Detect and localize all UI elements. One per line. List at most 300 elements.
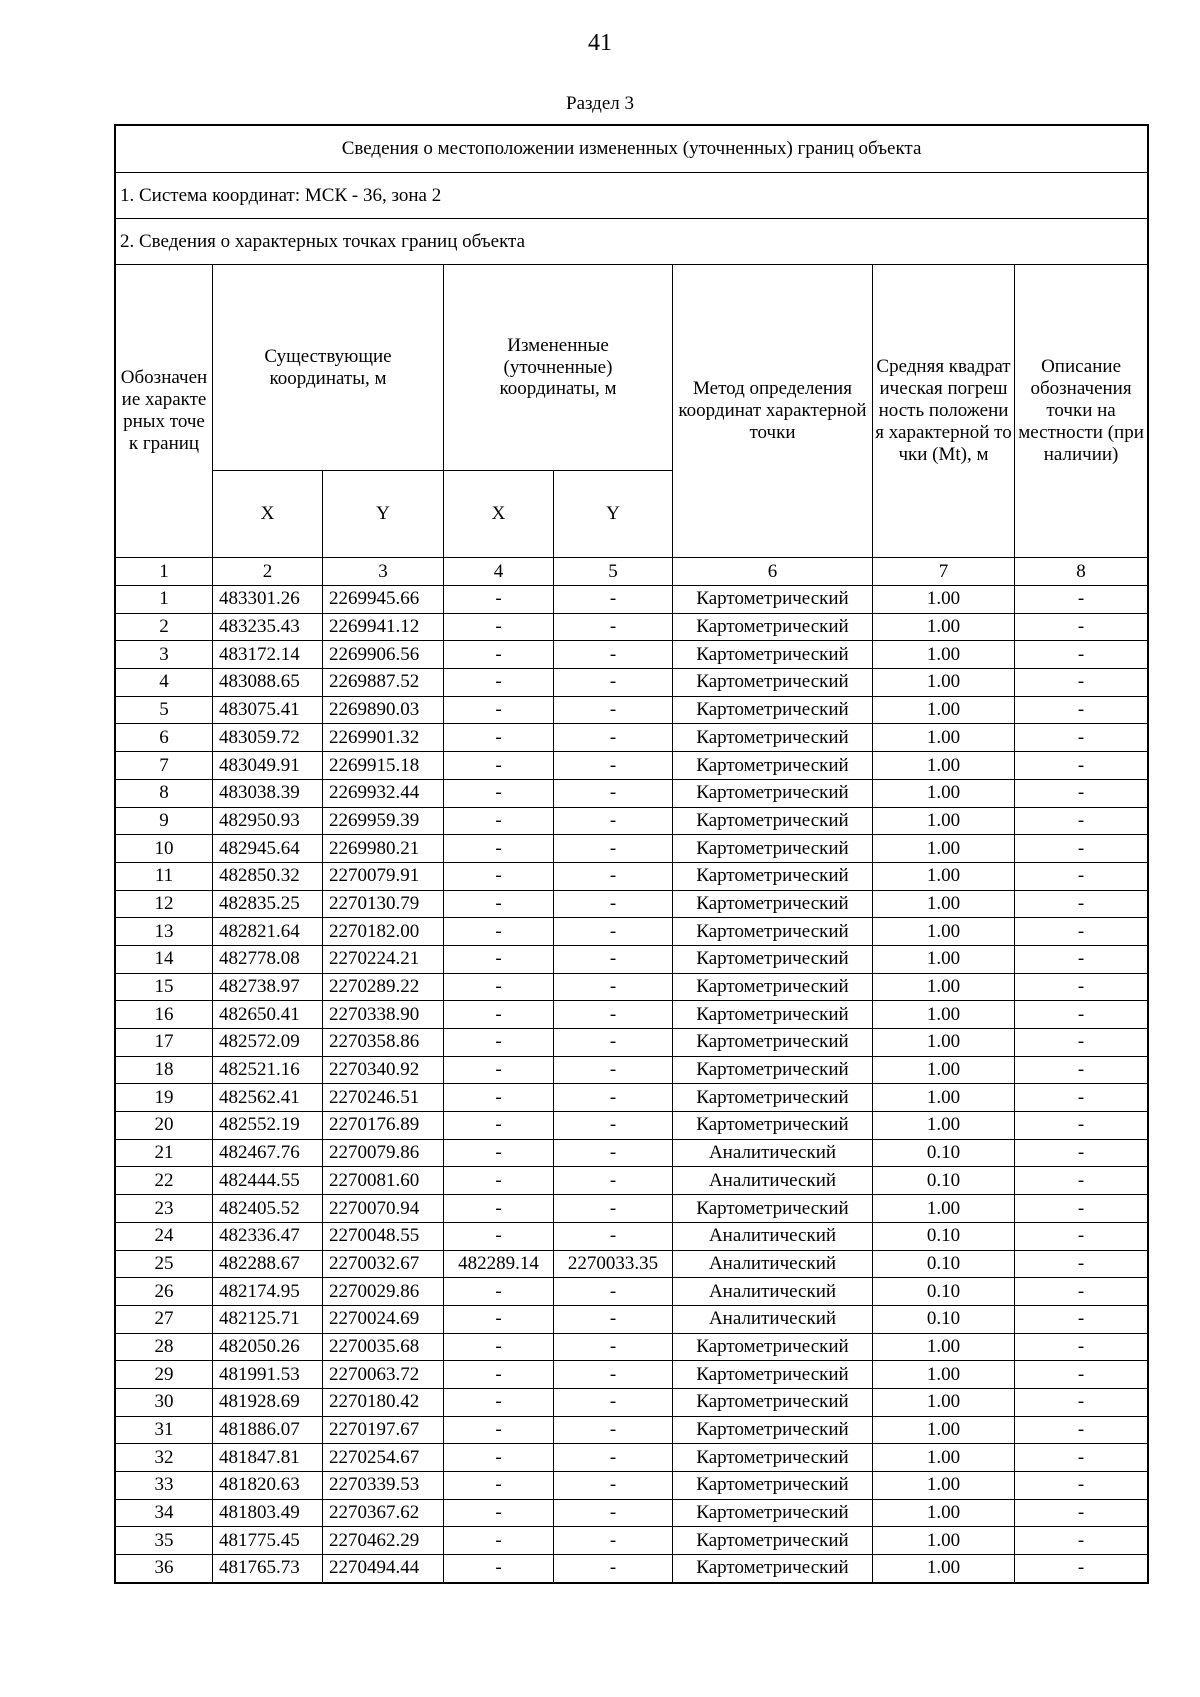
table-row [116,1472,1148,1500]
existing-x-cell: 483235.43 [213,613,323,641]
point-id-cell: 30 [116,1388,213,1416]
method-cell: Аналитический [673,1139,873,1167]
table-row [116,586,1148,614]
existing-x-cell: 483088.65 [213,669,323,697]
changed-x-cell: - [444,613,554,641]
accuracy-cell: 0.10 [873,1250,1015,1278]
point-id-cell: 34 [116,1499,213,1527]
column-number: 6 [673,558,873,586]
accuracy-cell: 1.00 [873,1333,1015,1361]
method-cell: Картометрический [673,724,873,752]
point-id-cell: 16 [116,1001,213,1029]
table-row [116,1361,1148,1389]
accuracy-cell: 1.00 [873,613,1015,641]
accuracy-cell: 1.00 [873,1527,1015,1555]
existing-x-cell: 483172.14 [213,641,323,669]
method-cell: Картометрический [673,835,873,863]
changed-y-cell: - [554,724,673,752]
point-id-cell: 36 [116,1555,213,1583]
changed-y-cell: - [554,973,673,1001]
header-method: Метод определения координат характерной точки [673,265,873,558]
changed-y-cell: - [554,1222,673,1250]
existing-y-cell: 2269945.66 [323,586,444,614]
changed-x-cell: - [444,586,554,614]
description-cell: - [1015,724,1148,752]
changed-x-cell: - [444,1333,554,1361]
accuracy-cell: 1.00 [873,1195,1015,1223]
table-row [116,1056,1148,1084]
table-row [116,918,1148,946]
point-id-cell: 27 [116,1305,213,1333]
changed-y-cell: - [554,1333,673,1361]
changed-y-cell: - [554,669,673,697]
changed-x-cell: - [444,862,554,890]
point-id-cell: 11 [116,862,213,890]
table-row [116,1195,1148,1223]
description-cell: - [1015,862,1148,890]
changed-x-cell: - [444,1361,554,1389]
point-id-cell: 31 [116,1416,213,1444]
existing-x-cell: 482650.41 [213,1001,323,1029]
existing-x-cell: 482467.76 [213,1139,323,1167]
accuracy-cell: 1.00 [873,1001,1015,1029]
table-row [116,1084,1148,1112]
accuracy-cell: 1.00 [873,1056,1015,1084]
points-heading: 2. Сведения о характерных точках границ объекта [116,219,1148,265]
header-existing-coords: Существующие координаты, м [213,265,444,471]
accuracy-cell: 1.00 [873,973,1015,1001]
existing-x-cell: 482405.52 [213,1195,323,1223]
changed-x-cell: - [444,669,554,697]
table-row [116,1416,1148,1444]
method-cell: Картометрический [673,1472,873,1500]
method-cell: Картометрический [673,696,873,724]
point-id-cell: 35 [116,1527,213,1555]
description-cell: - [1015,641,1148,669]
method-cell: Картометрический [673,1112,873,1140]
coordinates-table [115,125,1148,1583]
description-cell: - [1015,669,1148,697]
existing-y-cell: 2270494.44 [323,1555,444,1583]
description-cell: - [1015,1416,1148,1444]
accuracy-cell: 0.10 [873,1222,1015,1250]
description-cell: - [1015,1029,1148,1057]
changed-x-cell: - [444,1416,554,1444]
accuracy-cell: 1.00 [873,1499,1015,1527]
changed-x-cell: - [444,1195,554,1223]
method-cell: Картометрический [673,1555,873,1583]
description-cell: - [1015,613,1148,641]
changed-y-cell: - [554,862,673,890]
table-row [116,1444,1148,1472]
existing-y-cell: 2269887.52 [323,669,444,697]
changed-x-cell: - [444,1278,554,1306]
existing-x-cell: 482950.93 [213,807,323,835]
changed-y-cell: - [554,1472,673,1500]
changed-x-cell: - [444,1112,554,1140]
table-row [116,641,1148,669]
changed-x-cell: - [444,918,554,946]
point-id-cell: 33 [116,1472,213,1500]
accuracy-cell: 1.00 [873,1388,1015,1416]
point-id-cell: 13 [116,918,213,946]
existing-y-cell: 2270035.68 [323,1333,444,1361]
existing-x-cell: 481765.73 [213,1555,323,1583]
point-id-cell: 28 [116,1333,213,1361]
changed-x-cell: - [444,1001,554,1029]
method-cell: Картометрический [673,669,873,697]
table-title: Сведения о местоположении измененных (уточненных) границ объекта [116,126,1148,173]
changed-x-cell: - [444,1305,554,1333]
changed-y-cell: - [554,918,673,946]
changed-y-cell: - [554,1167,673,1195]
column-number: 5 [554,558,673,586]
accuracy-cell: 1.00 [873,1416,1015,1444]
method-cell: Аналитический [673,1305,873,1333]
changed-y-cell: - [554,1416,673,1444]
method-cell: Картометрический [673,1444,873,1472]
changed-y-cell: - [554,779,673,807]
description-cell: - [1015,1056,1148,1084]
description-cell: - [1015,696,1148,724]
description-cell: - [1015,1222,1148,1250]
existing-x-cell: 482821.64 [213,918,323,946]
description-cell: - [1015,1555,1148,1583]
description-cell: - [1015,1444,1148,1472]
existing-x-cell: 482945.64 [213,835,323,863]
column-number: 2 [213,558,323,586]
existing-x-cell: 482521.16 [213,1056,323,1084]
changed-y-cell: - [554,1305,673,1333]
changed-y-cell: - [554,807,673,835]
description-cell: - [1015,1084,1148,1112]
existing-y-cell: 2270340.92 [323,1056,444,1084]
method-cell: Картометрический [673,1416,873,1444]
column-number: 8 [1015,558,1148,586]
table-row [116,1222,1148,1250]
existing-y-cell: 2269890.03 [323,696,444,724]
existing-x-cell: 483075.41 [213,696,323,724]
description-cell: - [1015,752,1148,780]
column-numbers-row [116,558,1148,586]
existing-x-cell: 483038.39 [213,779,323,807]
point-id-cell: 15 [116,973,213,1001]
changed-y-cell: - [554,1388,673,1416]
method-cell: Картометрический [673,1527,873,1555]
existing-x-cell: 482050.26 [213,1333,323,1361]
changed-y-cell: - [554,613,673,641]
existing-y-cell: 2270029.86 [323,1278,444,1306]
changed-y-cell: - [554,890,673,918]
point-id-cell: 17 [116,1029,213,1057]
changed-y-cell: - [554,1555,673,1583]
table-row [116,835,1148,863]
accuracy-cell: 1.00 [873,1444,1015,1472]
accuracy-cell: 1.00 [873,1084,1015,1112]
existing-y-cell: 2269932.44 [323,779,444,807]
changed-y-cell: - [554,835,673,863]
accuracy-cell: 1.00 [873,1112,1015,1140]
existing-y-cell: 2270358.86 [323,1029,444,1057]
table-row [116,1250,1148,1278]
existing-x-cell: 483059.72 [213,724,323,752]
changed-x-cell: - [444,973,554,1001]
description-cell: - [1015,890,1148,918]
existing-y-cell: 2270070.94 [323,1195,444,1223]
existing-y-cell: 2270339.53 [323,1472,444,1500]
table-row [116,779,1148,807]
changed-y-cell: - [554,1527,673,1555]
section-label: Раздел 3 [566,93,634,114]
table-row [116,696,1148,724]
changed-y-cell: - [554,1499,673,1527]
existing-x-cell: 482835.25 [213,890,323,918]
method-cell: Картометрический [673,1001,873,1029]
existing-y-cell: 2270462.29 [323,1527,444,1555]
description-cell: - [1015,1112,1148,1140]
point-id-cell: 22 [116,1167,213,1195]
existing-x-cell: 482125.71 [213,1305,323,1333]
column-number: 4 [444,558,554,586]
changed-y-cell: - [554,945,673,973]
changed-y-cell: - [554,586,673,614]
accuracy-cell: 1.00 [873,945,1015,973]
method-cell: Картометрический [673,1333,873,1361]
table-row [116,1333,1148,1361]
table-body [116,586,1148,1583]
description-cell: - [1015,1139,1148,1167]
changed-y-cell: - [554,1139,673,1167]
existing-y-cell: 2269959.39 [323,807,444,835]
changed-y-cell: - [554,696,673,724]
description-cell: - [1015,1250,1148,1278]
method-cell: Картометрический [673,1499,873,1527]
existing-y-cell: 2269906.56 [323,641,444,669]
description-cell: - [1015,1361,1148,1389]
changed-y-cell: - [554,1361,673,1389]
coord-system-line: 1. Система координат: МСК - 36, зона 2 [116,173,1148,219]
table-row [116,862,1148,890]
description-cell: - [1015,835,1148,863]
point-id-cell: 6 [116,724,213,752]
header-accuracy: Средняя квадратическая погрешность положения характерной точки (Mt), м [873,265,1015,558]
existing-y-cell: 2270130.79 [323,890,444,918]
existing-x-cell: 482288.67 [213,1250,323,1278]
table-row [116,807,1148,835]
description-cell: - [1015,918,1148,946]
point-id-cell: 32 [116,1444,213,1472]
description-cell: - [1015,1333,1148,1361]
table-row [116,945,1148,973]
changed-x-cell: - [444,1444,554,1472]
changed-x-cell: - [444,945,554,973]
existing-y-cell: 2269941.12 [323,613,444,641]
method-cell: Картометрический [673,641,873,669]
existing-x-cell: 482738.97 [213,973,323,1001]
table-row [116,669,1148,697]
description-cell: - [1015,1167,1148,1195]
point-id-cell: 9 [116,807,213,835]
method-cell: Картометрический [673,1195,873,1223]
existing-y-cell: 2270246.51 [323,1084,444,1112]
point-id-cell: 5 [116,696,213,724]
changed-x-cell: - [444,1388,554,1416]
description-cell: - [1015,973,1148,1001]
changed-x-cell: - [444,1139,554,1167]
method-cell: Картометрический [673,1084,873,1112]
accuracy-cell: 1.00 [873,1472,1015,1500]
changed-x-cell: - [444,835,554,863]
existing-y-cell: 2270079.91 [323,862,444,890]
method-cell: Картометрический [673,1361,873,1389]
existing-y-cell: 2270367.62 [323,1499,444,1527]
table-row [116,1278,1148,1306]
description-cell: - [1015,1195,1148,1223]
table-row [116,1001,1148,1029]
table-row [116,613,1148,641]
changed-y-cell: - [554,1195,673,1223]
existing-x-cell: 481847.81 [213,1444,323,1472]
changed-x-cell: - [444,752,554,780]
point-id-cell: 25 [116,1250,213,1278]
existing-x-cell: 481803.49 [213,1499,323,1527]
point-id-cell: 7 [116,752,213,780]
method-cell: Аналитический [673,1250,873,1278]
header-changed-y: Y [554,471,673,558]
changed-x-cell: - [444,890,554,918]
changed-x-cell: - [444,724,554,752]
accuracy-cell: 1.00 [873,752,1015,780]
accuracy-cell: 1.00 [873,807,1015,835]
changed-y-cell: - [554,752,673,780]
header-description: Описание обозначения точки на местности (при наличии) [1015,265,1148,558]
existing-x-cell: 482850.32 [213,862,323,890]
header-changed-coords: Измененные (уточненные) координаты, м [444,265,673,471]
table-row [116,1499,1148,1527]
existing-y-cell: 2270063.72 [323,1361,444,1389]
point-id-cell: 8 [116,779,213,807]
existing-x-cell: 481886.07 [213,1416,323,1444]
column-number: 3 [323,558,444,586]
method-cell: Картометрический [673,945,873,973]
changed-y-cell: - [554,641,673,669]
description-cell: - [1015,945,1148,973]
changed-x-cell: - [444,641,554,669]
accuracy-cell: 1.00 [873,641,1015,669]
table-row [116,724,1148,752]
existing-y-cell: 2269915.18 [323,752,444,780]
accuracy-cell: 1.00 [873,835,1015,863]
method-cell: Аналитический [673,1167,873,1195]
table-row [116,1139,1148,1167]
method-cell: Картометрический [673,862,873,890]
existing-x-cell: 482552.19 [213,1112,323,1140]
accuracy-cell: 0.10 [873,1278,1015,1306]
accuracy-cell: 1.00 [873,918,1015,946]
changed-x-cell: 482289.14 [444,1250,554,1278]
accuracy-cell: 1.00 [873,1361,1015,1389]
changed-y-cell: - [554,1084,673,1112]
accuracy-cell: 0.10 [873,1139,1015,1167]
existing-y-cell: 2270024.69 [323,1305,444,1333]
description-cell: - [1015,1001,1148,1029]
existing-y-cell: 2270254.67 [323,1444,444,1472]
point-id-cell: 26 [116,1278,213,1306]
existing-x-cell: 482336.47 [213,1222,323,1250]
existing-y-cell: 2270079.86 [323,1139,444,1167]
existing-y-cell: 2270032.67 [323,1250,444,1278]
table-row [116,1527,1148,1555]
point-id-cell: 23 [116,1195,213,1223]
accuracy-cell: 1.00 [873,586,1015,614]
point-id-cell: 3 [116,641,213,669]
point-id-cell: 10 [116,835,213,863]
table-row [116,1112,1148,1140]
point-id-cell: 29 [116,1361,213,1389]
changed-x-cell: - [444,807,554,835]
existing-y-cell: 2270289.22 [323,973,444,1001]
point-id-cell: 18 [116,1056,213,1084]
existing-x-cell: 482444.55 [213,1167,323,1195]
description-cell: - [1015,1472,1148,1500]
table-row [116,973,1148,1001]
method-cell: Картометрический [673,1029,873,1057]
changed-x-cell: - [444,1167,554,1195]
existing-x-cell: 481820.63 [213,1472,323,1500]
existing-y-cell: 2270180.42 [323,1388,444,1416]
method-cell: Аналитический [673,1278,873,1306]
description-cell: - [1015,779,1148,807]
accuracy-cell: 1.00 [873,1555,1015,1583]
point-id-cell: 2 [116,613,213,641]
existing-y-cell: 2270224.21 [323,945,444,973]
changed-x-cell: - [444,1029,554,1057]
existing-y-cell: 2269980.21 [323,835,444,863]
header-changed-x: X [444,471,554,558]
existing-x-cell: 481775.45 [213,1527,323,1555]
point-id-cell: 20 [116,1112,213,1140]
method-cell: Картометрический [673,613,873,641]
accuracy-cell: 1.00 [873,1029,1015,1057]
existing-y-cell: 2270338.90 [323,1001,444,1029]
description-cell: - [1015,1499,1148,1527]
changed-x-cell: - [444,1527,554,1555]
method-cell: Картометрический [673,807,873,835]
table-row [116,752,1148,780]
method-cell: Картометрический [673,752,873,780]
existing-x-cell: 482562.41 [213,1084,323,1112]
existing-x-cell: 483301.26 [213,586,323,614]
point-id-cell: 24 [116,1222,213,1250]
existing-y-cell: 2270081.60 [323,1167,444,1195]
method-cell: Картометрический [673,973,873,1001]
header-existing-x: X [213,471,323,558]
method-cell: Картометрический [673,1056,873,1084]
point-id-cell: 14 [116,945,213,973]
existing-x-cell: 482778.08 [213,945,323,973]
table-row [116,1388,1148,1416]
column-number: 7 [873,558,1015,586]
method-cell: Картометрический [673,586,873,614]
changed-x-cell: - [444,1222,554,1250]
changed-x-cell: - [444,696,554,724]
changed-x-cell: - [444,1499,554,1527]
column-number: 1 [116,558,213,586]
method-cell: Картометрический [673,779,873,807]
existing-y-cell: 2270197.67 [323,1416,444,1444]
accuracy-cell: 1.00 [873,862,1015,890]
accuracy-cell: 1.00 [873,779,1015,807]
